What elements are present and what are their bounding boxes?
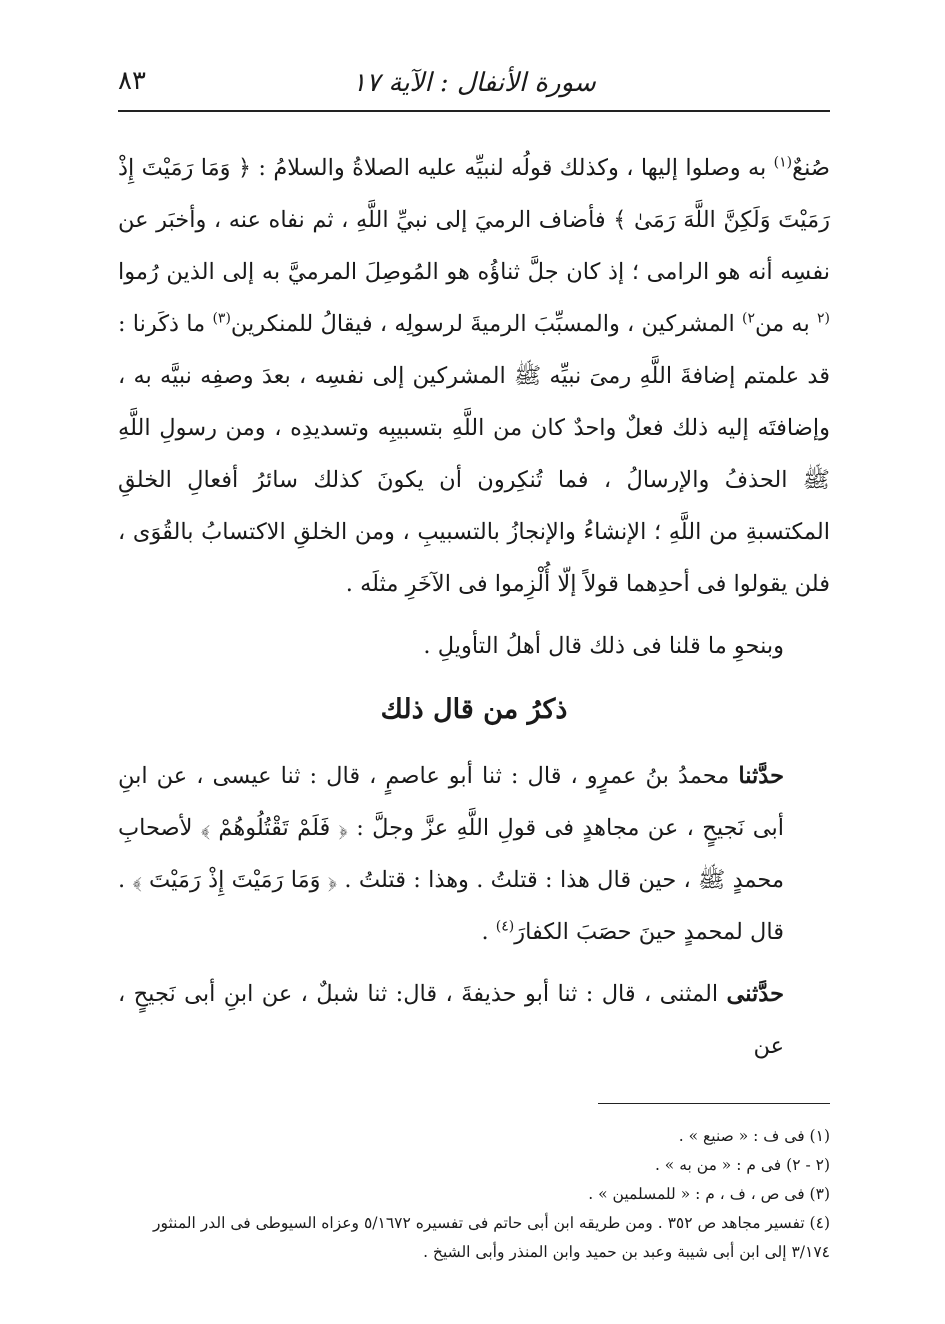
book-page: [118, 60, 830, 1300]
section-heading: ذكرُ من قال ذلك: [380, 694, 568, 725]
footnote-1: (١) فى ف : « صنيع » .: [678, 1127, 830, 1145]
header-rule: [118, 110, 830, 112]
footnotes: [118, 1122, 830, 1267]
p3-lead-word: حدَّثنا: [738, 763, 784, 789]
paragraph-1: [118, 142, 830, 610]
p1-text-1: صُنعٌ: [792, 155, 830, 181]
footnote-rule: [598, 1103, 830, 1104]
p4-text-1: المثنى ، قال : ثنا أبو حذيفةَ ، قال: ثنا شبلٌ ، عن ابنِ أبى نَجيحٍ ، عن: [118, 981, 784, 1059]
footnote-2: (٢ - ٢) فى م : « من به » .: [654, 1156, 830, 1174]
p1-text-5: ما ذكَرنا : قد علمتم إضافةَ اللَّهِ رمىَ نبيِّه ﷺ المشركين إلى نفسِه ، بعدَ وصفِه نبيَّه به ، وإضافتَه إليه ذلك فعلٌ واحدٌ كان من اللَّهِ بتسبيبِه وتسديدِه ، ومن رسولِ اللَّهِ ﷺ الحذفُ والإرسالُ ، فما تُنكِرون أن يكونَ كذلك سائرُ أفعالِ الخلقِ المكتسبةِ من اللَّهِ ؛ الإنشاءُ والإنجازُ بالتسبيبِ ، ومن الخلقِ الاكتسابُ بالقُوَى ، فلن يقولوا فى أحدِهما قولاً إلّا أُلْزِموا فى الآخَرِ مثلَه .: [118, 311, 830, 597]
running-head: [118, 60, 830, 108]
paragraph-4: [118, 968, 830, 1072]
p1-text-4: المشركين ، والمسبِّبَ الرميةَ لرسولِه ، فيقالُ للمنكرين: [230, 311, 743, 337]
paragraph-3: [118, 750, 830, 958]
footnote-4: (٤) تفسير مجاهد ص ٣٥٢ . ومن طريقه ابن أبى حاتم فى تفسيره ٥/١٦٧٢ وعزاه السيوطى فى الدر المنثور: [152, 1214, 830, 1232]
footnote-ref-2-open: (٢: [816, 310, 830, 327]
footnote-ref-2-close: ٢): [742, 310, 756, 327]
main-text: [118, 142, 830, 1072]
running-head-title: سورة الأنفال : الآية ١٧: [352, 68, 596, 98]
footnote-3: (٣) فى ص ، ف ، م : « للمسلمين » .: [588, 1185, 830, 1203]
footnote-ref-3: (٣): [212, 310, 231, 327]
p3-text-1: محمدُ بنُ عمرٍو ، قال : ثنا أبو عاصمٍ ، قال : ثنا عيسى ، عن ابنِ أبى نَجيحٍ ، عن مجاهدٍ فى قولِ اللَّهِ عزَّ وجلَّ : ﴿ فَلَمْ تَقْتُلُوهُمْ ﴾ لأصحابِ محمدٍ ﷺ ، حين قال هذا : قتلتُ . وهذا : قتلتُ . ﴿ وَمَا رَمَيْتَ إِذْ رَمَيْتَ ﴾ . قال لمحمدٍ حينَ حصَبَ الكفارَ: [118, 763, 784, 945]
footnote-4-continued: ٣/١٧٤ إلى ابن أبى شيبة وعبد بن حميد وابن المنذر وأبى الشيخ .: [423, 1243, 830, 1261]
p4-lead-word: حدَّثنى: [726, 981, 784, 1007]
footnote-ref-1: (١): [773, 154, 793, 171]
p1-text-3: به من: [755, 311, 817, 337]
paragraph-2: وبنحوِ ما قلنا فى ذلك قال أهلُ التأويلِ .: [423, 633, 784, 659]
p1-text-2: به وصلوا إليها ، وكذلك قولُه لنبيِّه عليه الصلاةُ والسلامُ : ﴿ وَمَا رَمَيْتَ إِذْ رَمَيْتَ وَلَكِنَّ اللَّهَ رَمَىٰ ﴾ فأضاف الرميَ إلى نبيِّ اللَّهِ ، ثم نفاه عنه ، وأخبَر عن نفسِه أنه هو الرامى ؛ إذ كان جلَّ ثناؤُه هو المُوصِلَ المرميَّ به إلى الذين رُموا: [118, 155, 830, 285]
footnote-ref-4: (٤): [495, 918, 515, 935]
page-number: ٨٣: [118, 66, 146, 96]
p3-text-2: .: [481, 919, 496, 945]
